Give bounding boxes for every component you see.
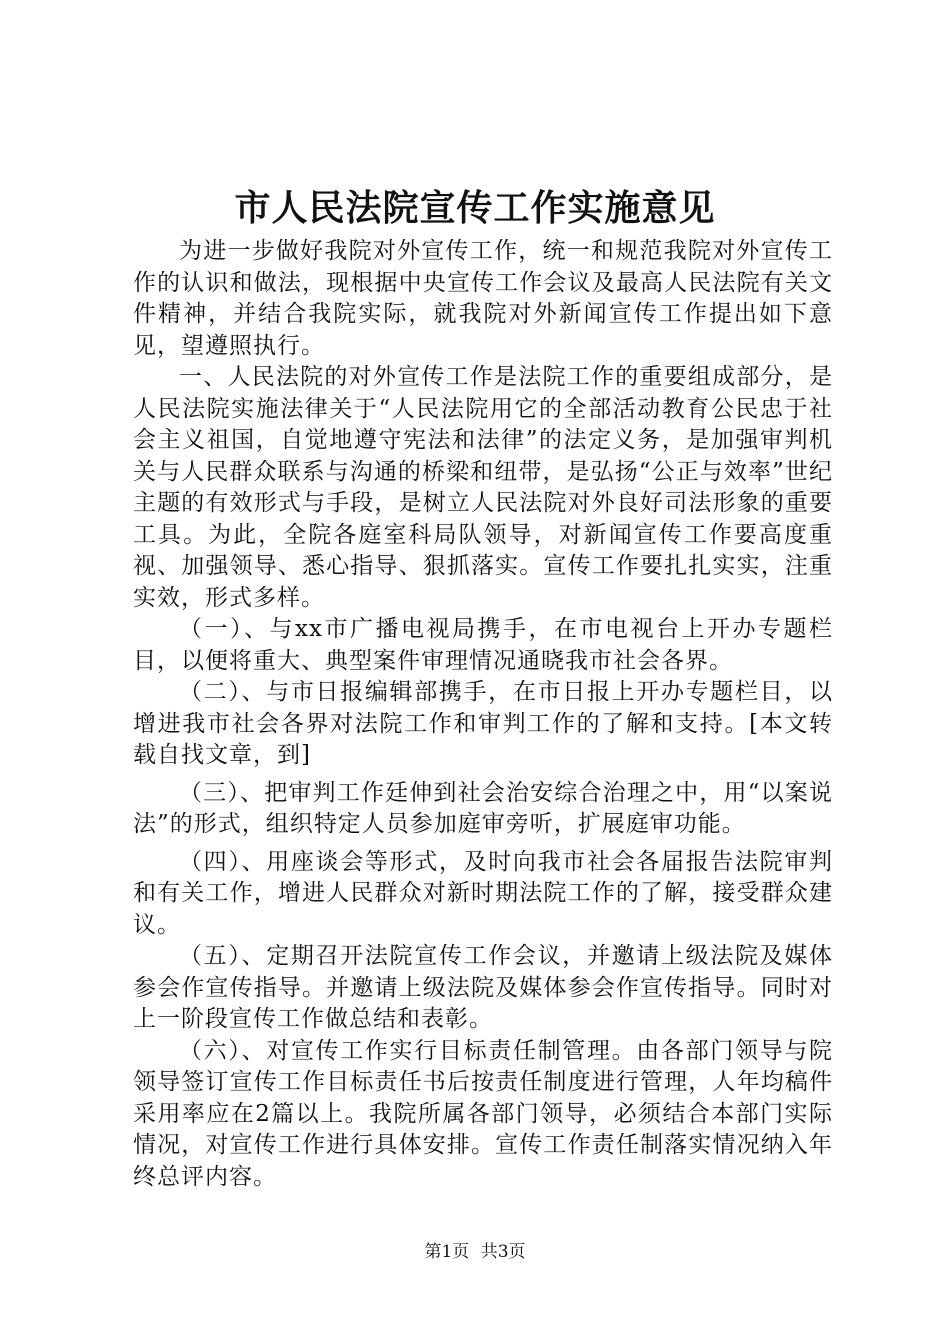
section-one-paragraph: 一、人民法院的对外宣传工作是法院工作的重要组成部分，是人民法院实施法律关于“人民法院用它的全部活动教育公民忠于社会主义祖国，自觉地遵守宪法和法律”的法定义务，是加强审判机关与人民群众联系与沟通的桥梁和纽带，是弘扬“公正与效率”世纪主题的有效形式与手段，是树立人民法院对外良好司法形象的重要工具。为此，全院各庭室科局队领导，对新闻宣传工作要高度重视、加强领导、悉心指导、狠抓落实。宣传工作要扎扎实实，注重实效，形式多样。 bbox=[133, 364, 833, 611]
item-five-paragraph: （五）、定期召开法院宣传工作会议，并邀请上级法院及媒体参会作宣传指导。并邀请上级法院及媒体参会作宣传指导。同时对上一阶段宣传工作做总结和表彰。 bbox=[133, 943, 833, 1032]
document-title: 市人民法院宣传工作实施意见 bbox=[234, 187, 716, 229]
item-two-paragraph: （二）、与市日报编辑部携手，在市日报上开办专题栏目，以增进我市社会各界对法院工作和审判工作的了解和支持。[本文转载自找文章，到] bbox=[133, 679, 833, 768]
page-total: 共3页 bbox=[480, 1242, 526, 1262]
document-body bbox=[133, 236, 833, 1193]
item-one-paragraph: （一）、与xx市广播电视局携手，在市电视台上开办专题栏目，以便将重大、典型案件审理情况通晓我市社会各界。 bbox=[133, 616, 833, 674]
page-footer bbox=[0, 1240, 950, 1264]
item-six-paragraph: （六）、对宣传工作实行目标责任制管理。由各部门领导与院领导签订宣传工作目标责任书后按责任制度进行管理，人年均稿件采用率应在2篇以上。我院所属各部门领导，必须结合本部门实际情况，对宣传工作进行具体安排。宣传工作责任制落实情况纳入年终总评内容。 bbox=[133, 1037, 833, 1190]
page-number: 第1页 bbox=[424, 1242, 470, 1262]
item-three-paragraph: （三）、把审判工作廷伸到社会治安综合治理之中，用“以案说法”的形式，组织特定人员参加庭审旁听，扩展庭审功能。 bbox=[133, 779, 833, 837]
intro-paragraph: 为进一步做好我院对外宣传工作，统一和规范我院对外宣传工作的认识和做法，现根据中央宣传工作会议及最高人民法院有关文件精神，并结合我院实际，就我院对外新闻宣传工作提出如下意见，望遵照执行。 bbox=[133, 238, 833, 359]
item-four-paragraph: （四）、用座谈会等形式，及时向我市社会各届报告法院审判和有关工作，增进人民群众对新时期法院工作的了解，接受群众建议。 bbox=[133, 848, 833, 938]
